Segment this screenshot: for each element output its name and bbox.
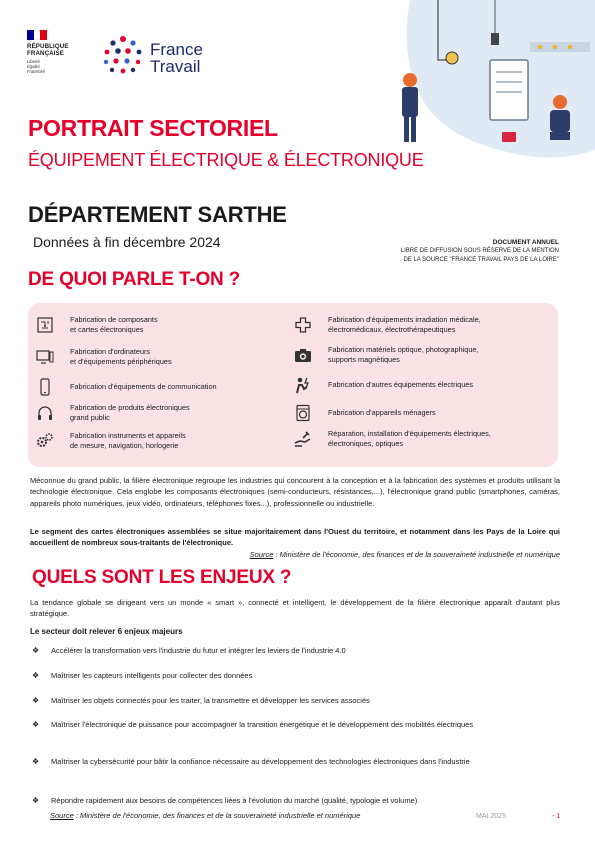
diamond-bullet-icon: ❖ — [32, 671, 40, 680]
activity-label: Fabrication matériels optique, photographique, supports magnétiques — [328, 345, 479, 364]
diamond-bullet-icon: ❖ — [32, 646, 40, 655]
issue-item — [32, 670, 560, 681]
activity-item — [34, 314, 158, 336]
issues-intro: La tendance globale se dirigeant vers un monde « smart », connecté et intelligent, le développement de la filière électronique apparaît d'autant plus stratégique. — [30, 598, 560, 619]
electrician-icon — [292, 374, 314, 396]
page-number: - 1 — [552, 813, 561, 820]
computer-icon — [34, 346, 56, 368]
intro-paragraph-bold: Le segment des cartes électroniques assemblées se situe majoritairement dans l'Ouest du territoire, et notamment dans les Pays de la Loire qui accueillent de nombreux sous-traitants de l'électronique. — [30, 527, 560, 548]
source-note — [250, 550, 560, 559]
issue-text: Maîtriser l'électronique de puissance pour accompagner la transition énergétique et le développement des mobilités électriques — [51, 720, 474, 729]
intro-paragraph: Méconnue du grand public, la filière électronique regroupe les industries qui concourent à la conception et à la fabrication des systèmes et produits utilisant la technologie électronique. Cela englobe les composants électroniques (semi-conducteurs, résistances,...), l'électronique grand public (smartphones, caméras, appareils photo numériques, jeux vidéo, ordinateurs, téléphones fixes...), professionnelle ou industrielle. — [30, 476, 560, 508]
brand-line-2: Travail — [150, 57, 201, 76]
issue-item — [32, 695, 560, 706]
source-note-2 — [50, 811, 360, 820]
rf-line-2: FRANÇAISE — [27, 50, 64, 57]
issue-item — [32, 756, 560, 767]
issue-text: Maîtriser les capteurs intelligents pour collecter des données — [51, 671, 253, 680]
republique-francaise-logo — [27, 30, 89, 74]
activity-label: Fabrication d'appareils ménagers — [328, 408, 436, 418]
activities-box — [28, 303, 558, 467]
doc-note-line-2: DE LA SOURCE "FRANCE TRAVAIL PAYS DE LA LOIRE" — [403, 257, 559, 263]
activity-label: Fabrication d'autres équipements électriques — [328, 380, 473, 390]
issue-text: Répondre rapidement aux besoins de compétences liées à l'évolution du marché (qualité, typologie et volume) — [51, 796, 418, 805]
medical-cross-icon — [292, 314, 314, 336]
repair-hand-icon — [292, 428, 314, 450]
issue-text: Accélérer la transformation vers l'industrie du futur et intégrer les leviers de l'industrie 4.0 — [51, 646, 346, 655]
phone-icon — [34, 376, 56, 398]
rf-motto — [27, 59, 89, 74]
activity-item — [292, 402, 436, 424]
electricians-illustration — [390, 0, 595, 170]
footer-date: MAI 2025 — [476, 813, 506, 820]
washing-machine-icon — [292, 402, 314, 424]
activity-item — [34, 346, 172, 368]
activity-item — [292, 428, 491, 450]
headphones-icon — [34, 402, 56, 424]
issues-subheading: Le secteur doit relever 6 enjeux majeurs — [30, 627, 183, 636]
document-note — [401, 238, 559, 265]
rf-motto-1: Liberté — [27, 59, 40, 64]
circuit-board-icon — [34, 314, 56, 336]
brand-name — [150, 41, 203, 75]
brand-line-1: France — [150, 40, 203, 59]
activity-item — [292, 314, 481, 336]
activity-label: Réparation, installation d'équipements électriques, électroniques, optiques — [328, 429, 491, 448]
header-logos — [27, 30, 237, 82]
source-label-2: Source — [50, 811, 74, 820]
diamond-bullet-icon: ❖ — [32, 796, 40, 805]
page-subtitle: ÉQUIPEMENT ÉLECTRIQUE & ÉLECTRONIQUE — [28, 150, 424, 170]
section-heading-what: DE QUOI PARLE T-ON ? — [28, 269, 241, 290]
source-label: Source — [249, 550, 274, 559]
data-date: Données à fin décembre 2024 — [33, 234, 221, 250]
gears-icon — [34, 430, 56, 452]
issue-item — [32, 719, 560, 730]
issue-text: Maîtriser la cybersécurité pour bâtir la confiance nécessaire au développement des technologies électroniques dans l'industrie — [51, 757, 470, 766]
activity-label: Fabrication d'équipements de communication — [70, 382, 217, 392]
source-text-2: : Ministère de l'économie, des finances et de la souveraineté industrielle et numérique — [73, 811, 361, 820]
activity-item — [292, 374, 473, 396]
france-travail-logo — [101, 34, 231, 78]
activity-label: Fabrication de composants et cartes électroniques — [70, 315, 158, 334]
activity-item — [34, 376, 217, 398]
diamond-bullet-icon: ❖ — [32, 720, 40, 729]
issue-item — [32, 645, 560, 656]
rf-motto-2: Égalité — [27, 64, 40, 69]
france-travail-dots-icon — [101, 34, 145, 78]
activity-item — [292, 344, 479, 366]
diamond-bullet-icon: ❖ — [32, 696, 40, 705]
rf-motto-3: Fraternité — [27, 69, 45, 74]
section-heading-issues: QUELS SONT LES ENJEUX ? — [32, 567, 292, 588]
doc-note-line-1: LIBRE DE DIFFUSION SOUS RÉSERVE DE LA MENTION — [400, 248, 559, 254]
marianne-flag-icon — [27, 30, 47, 40]
activity-item — [34, 402, 190, 424]
source-text: : Ministère de l'économie, des finances et de la souveraineté industrielle et numérique — [273, 550, 560, 559]
rf-line-1: RÉPUBLIQUE — [27, 43, 69, 50]
diamond-bullet-icon: ❖ — [32, 757, 40, 766]
department-title: DÉPARTEMENT SARTHE — [28, 202, 287, 227]
issue-text: Maîtriser les objets connectés pour les traiter, la transmettre et développer les services associés — [51, 696, 370, 705]
activity-item — [34, 430, 186, 452]
activity-label: Fabrication d'ordinateurs et d'équipements périphériques — [70, 347, 172, 366]
camera-icon — [292, 344, 314, 366]
activity-label: Fabrication instruments et appareils de mesure, navigation, horlogerie — [70, 431, 186, 450]
page-title: PORTRAIT SECTORIEL — [28, 115, 278, 141]
activity-label: Fabrication d'équipements irradiation médicale, électromédicaux, électrothérapeutiques — [328, 315, 481, 334]
activity-label: Fabrication de produits électroniques grand public — [70, 403, 190, 422]
issue-item — [32, 795, 560, 806]
doc-note-title: DOCUMENT ANNUEL — [492, 239, 559, 246]
